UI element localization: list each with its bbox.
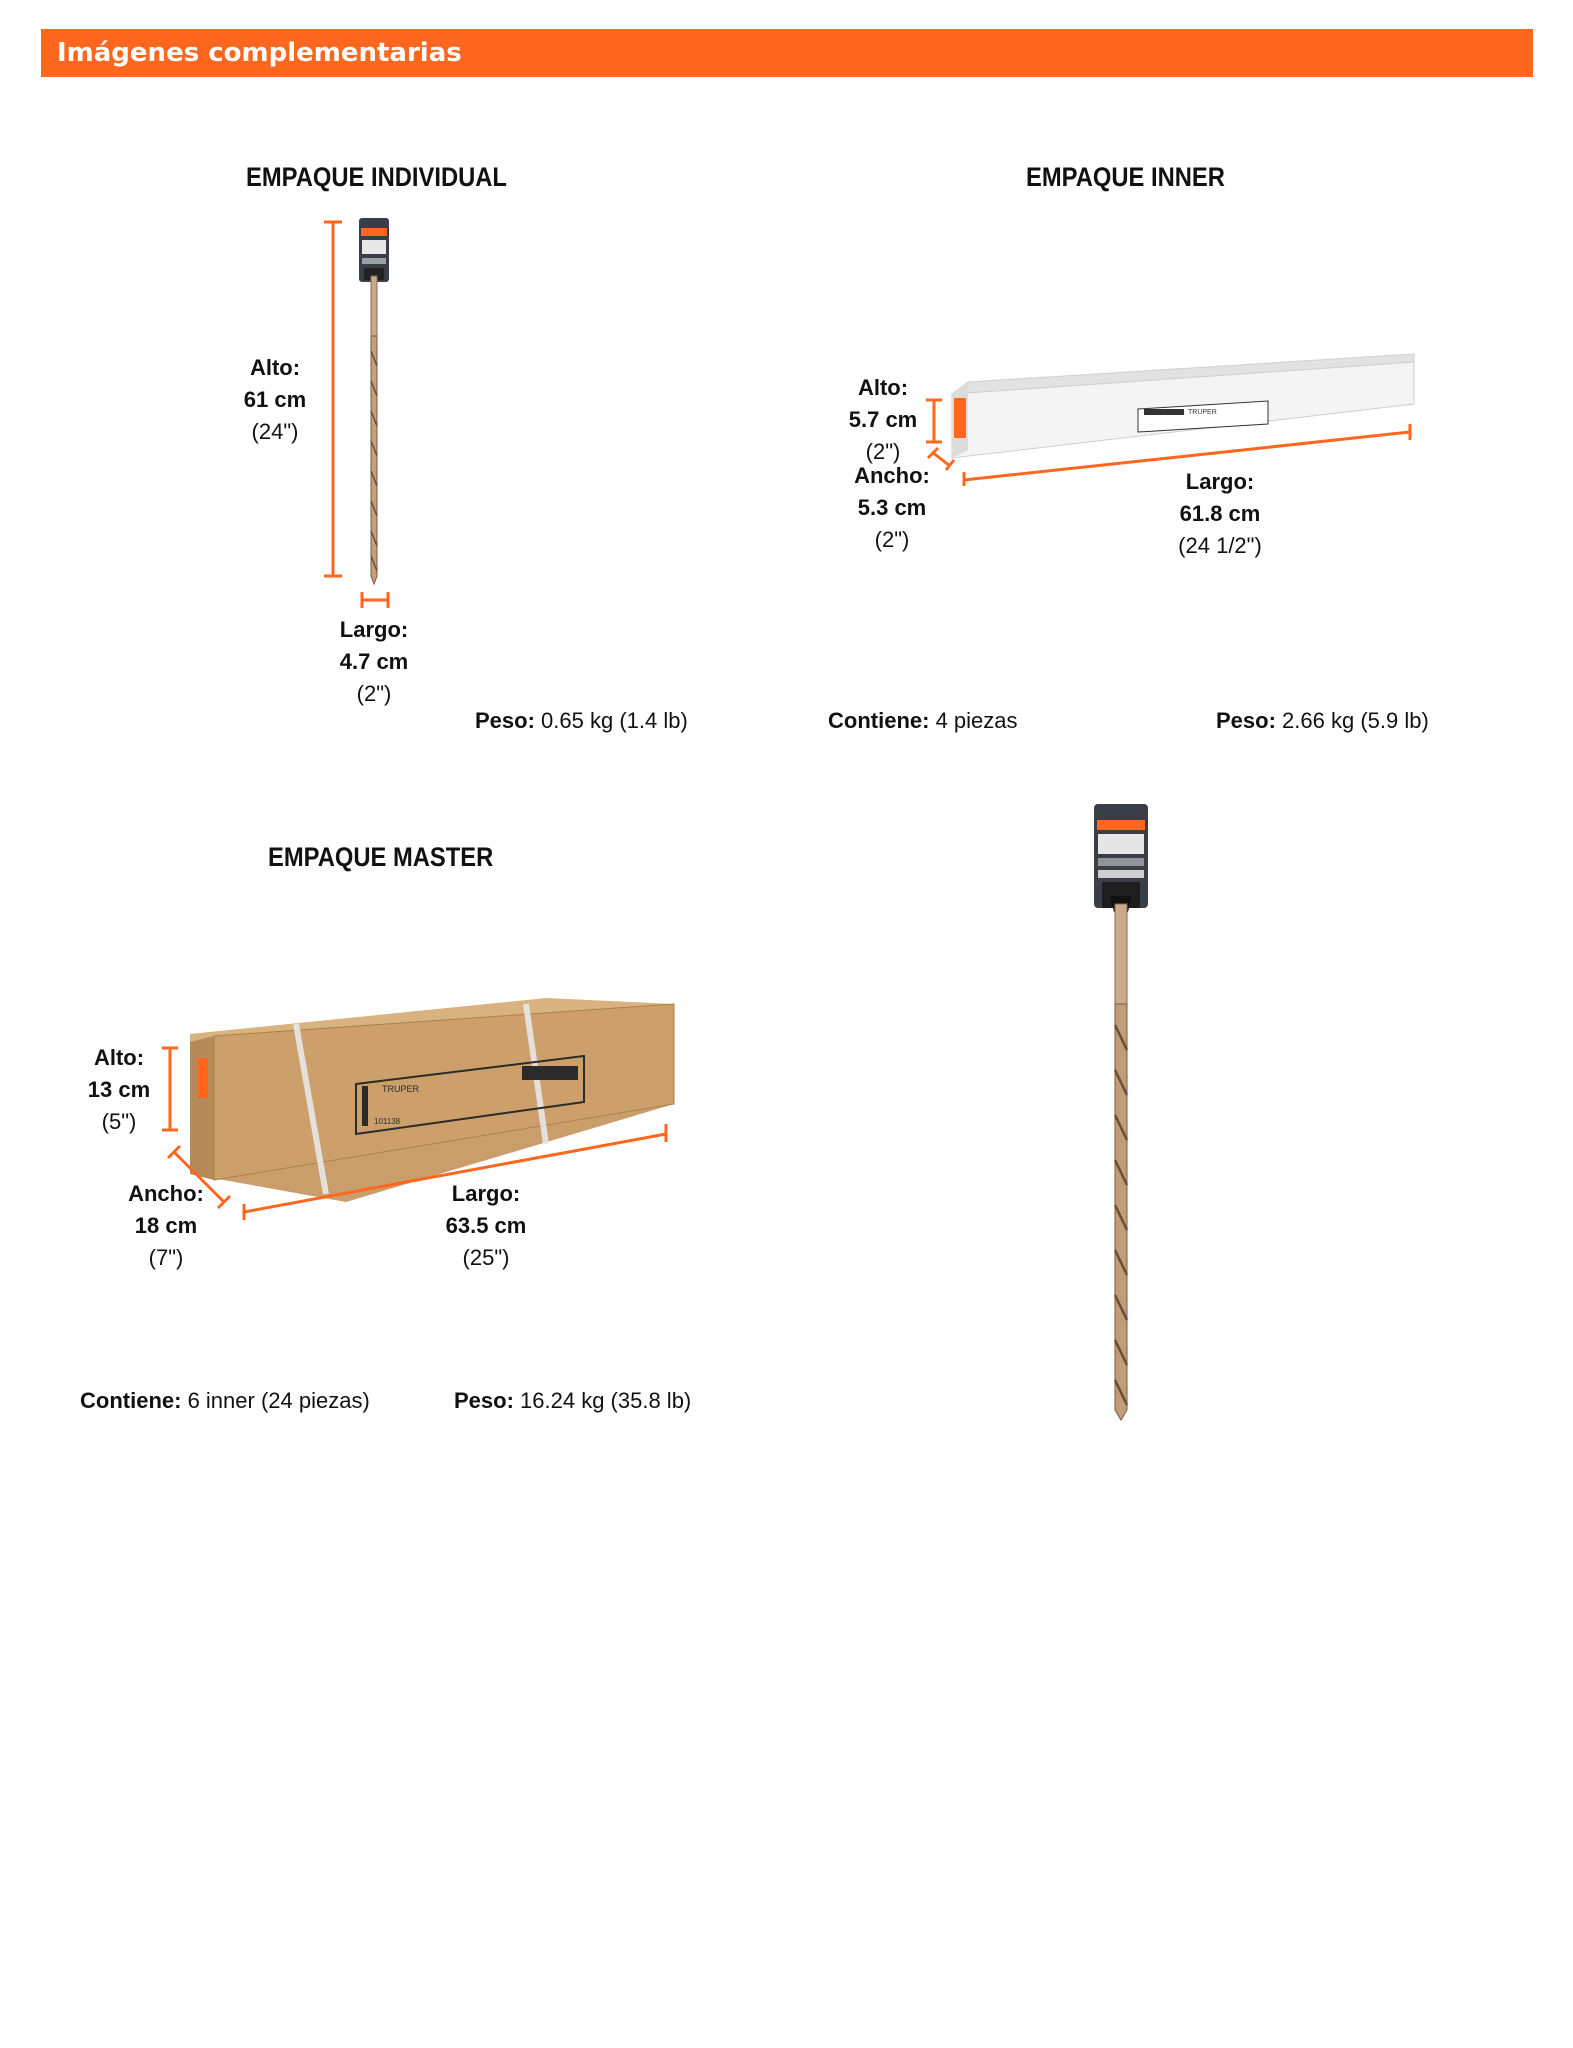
inner-peso-value: 2.66 kg (5.9 lb): [1275, 708, 1429, 733]
inner-largo-imperial: (24 1/2"): [1178, 533, 1262, 558]
master-largo-metric: 63.5 cm: [445, 1213, 527, 1238]
individual-alto-title: Alto:: [249, 355, 301, 380]
master-alto-label: [84, 1042, 154, 1138]
master-largo-title: Largo:: [451, 1181, 521, 1206]
inner-title: EMPAQUE INNER: [1026, 162, 1225, 192]
master-ancho-label: [124, 1178, 208, 1274]
master-alto-metric: 13 cm: [87, 1077, 151, 1102]
individual-largo-metric: 4.7 cm: [339, 649, 409, 674]
individual-alto-imperial: (24"): [251, 419, 299, 444]
inner-ancho-metric: 5.3 cm: [857, 495, 927, 520]
inner-alto-dimension-line: [924, 398, 944, 444]
section-header-title: Imágenes complementarias: [57, 38, 462, 68]
inner-ancho-label: [852, 460, 932, 556]
individual-peso-label: Peso:: [475, 708, 535, 733]
inner-contiene-label: Contiene:: [828, 708, 930, 733]
individual-title: EMPAQUE INDIVIDUAL: [246, 162, 507, 192]
section-header-bar: [41, 29, 1533, 77]
master-contiene: [80, 1388, 370, 1414]
individual-peso: [475, 708, 688, 734]
individual-largo-title: Largo:: [339, 617, 409, 642]
master-alto-dimension-line: [160, 1046, 180, 1132]
master-contiene-value: 6 inner (24 piezas): [181, 1388, 370, 1413]
inner-alto-metric: 5.7 cm: [848, 407, 918, 432]
master-title: EMPAQUE MASTER: [268, 842, 494, 872]
individual-alto-label: [240, 352, 310, 448]
inner-alto-label: [846, 372, 920, 468]
master-contiene-label: Contiene:: [80, 1388, 182, 1413]
individual-largo-label: [334, 614, 414, 710]
master-alto-imperial: (5"): [101, 1109, 137, 1134]
individual-drill-bit-image: [356, 216, 392, 586]
master-box-code: 101138: [374, 1117, 401, 1126]
master-peso: [454, 1388, 691, 1414]
inner-alto-title: Alto:: [857, 375, 909, 400]
inner-ancho-imperial: (2"): [874, 527, 910, 552]
inner-largo-title: Largo:: [1185, 469, 1255, 494]
master-ancho-title: Ancho:: [128, 1181, 204, 1206]
inner-largo-label: [1170, 466, 1270, 562]
inner-largo-metric: 61.8 cm: [1179, 501, 1261, 526]
inner-box-brand: TRUPER: [1188, 409, 1217, 416]
master-largo-imperial: (25"): [462, 1245, 510, 1270]
master-ancho-metric: 18 cm: [134, 1213, 198, 1238]
inner-ancho-title: Ancho:: [854, 463, 930, 488]
master-peso-value: 16.24 kg (35.8 lb): [513, 1388, 692, 1413]
inner-peso: [1216, 708, 1429, 734]
master-largo-label: [436, 1178, 536, 1274]
product-drill-bit-image: [1086, 800, 1156, 1424]
individual-alto-dimension-line: [320, 218, 350, 580]
master-peso-label: Peso:: [454, 1388, 514, 1413]
individual-peso-value: 0.65 kg (1.4 lb): [534, 708, 688, 733]
inner-peso-label: Peso:: [1216, 708, 1276, 733]
inner-alto-imperial: (2"): [865, 439, 901, 464]
master-box-brand: TRUPER: [382, 1084, 420, 1094]
inner-contiene: [828, 708, 1018, 734]
master-ancho-imperial: (7"): [148, 1245, 184, 1270]
individual-alto-metric: 61 cm: [243, 387, 307, 412]
master-alto-title: Alto:: [93, 1045, 145, 1070]
individual-largo-imperial: (2"): [356, 681, 392, 706]
individual-largo-dimension-line: [360, 590, 390, 610]
inner-contiene-value: 4 piezas: [929, 708, 1018, 733]
